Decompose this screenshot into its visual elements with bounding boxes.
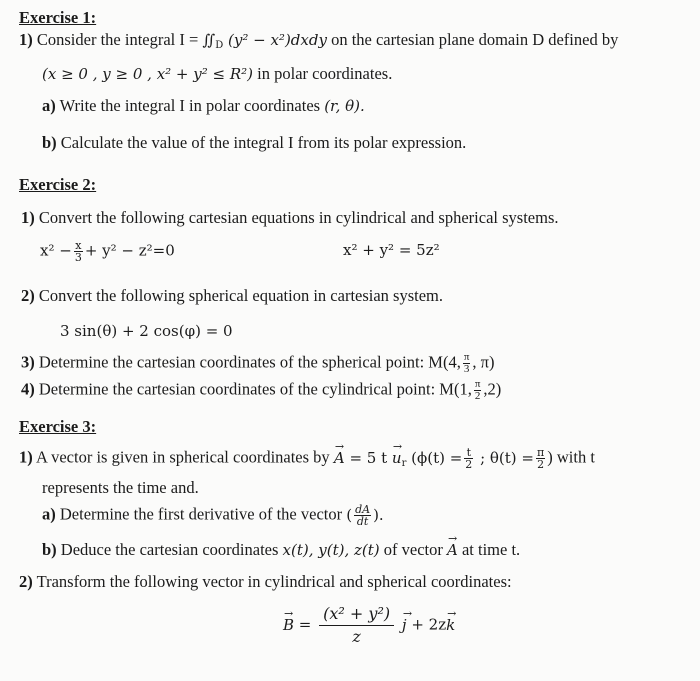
fraction: $\frac{\pi}{2}$ [474,378,481,402]
fraction: $\frac{\text{(x² + y²)}}{z}$ [319,603,394,648]
ex1-part-a: a) Write the integral I in polar coordinates (r, θ). [42,96,365,115]
ex3-vector-b-equation: → B = $\frac{\text{(x² + y²)}}{z}$ → j + 2z→ k [283,603,455,648]
ex3-part-a: a) Determine the first derivative of the vector ( $\frac{dA}{dt}$ ). [42,503,384,528]
ex2-question-4: 4) Determine the cartesian coordinates of the cylindrical point: M(1, $\frac{\pi}{2}$ ,2) [21,378,502,402]
ex3-question-1: 1) A vector is given in spherical coordinates by → A = 5 $t \to u_r$ (ϕ(t) = $\frac{t}{2}$ ; θ(t) = $\frac{\pi}{2}$ ) with t [19,447,595,470]
ex2-question-3: 3) Determine the cartesian coordinates of the spherical point: M(4, $\frac{\pi}{3}$ , π) [21,351,495,375]
fraction: $\frac{\pi}{3}$ [463,351,470,375]
fraction: $\frac{x}{3}$ [74,239,82,264]
exercise-1-heading: Exercise 1: [19,8,97,27]
ex2-equation-1: x² − $\frac{x}{3}$ + y² − z²=0 [40,239,175,264]
ex2-spherical-equation: 3 sin(θ) + 2 cos(φ) = 0 [60,322,233,340]
fraction: $\frac{dA}{dt}$ [355,503,371,528]
ex1-domain: (x ≥ 0 , y ≥ 0 , x² + y² ≤ R²) in polar coordinates. [42,64,393,83]
ex1-part-b: b) Calculate the value of the integral I from its polar expression. [42,133,467,152]
ex2-question-1: 1) Convert the following cartesian equations in cylindrical and spherical systems. [21,208,559,227]
exercise-2-heading: Exercise 2: [19,175,97,194]
ex3-part-b: b) Deduce the cartesian coordinates x(t), y(t), z(t) of vector → A at time t. [42,540,520,560]
ex2-equation-2: x² + y² = 5z² [343,241,440,259]
ex2-question-2: 2) Convert the following spherical equation in cartesian system. [21,286,444,305]
exercise-3-heading: Exercise 3: [19,417,97,436]
ex1-question-1: 1) Consider the integral $I = ∬_D$ (y² − x²)dxdy on the cartesian plane domain D defined by [19,30,619,51]
ex3-question-2: 2) Transform the following vector in cylindrical and spherical coordinates: [19,572,512,591]
ex3-question-1-continued: represents the time and. [42,478,199,497]
fraction: $\frac{t}{2}$ [465,446,473,471]
fraction: $\frac{\pi}{2}$ [537,446,545,471]
